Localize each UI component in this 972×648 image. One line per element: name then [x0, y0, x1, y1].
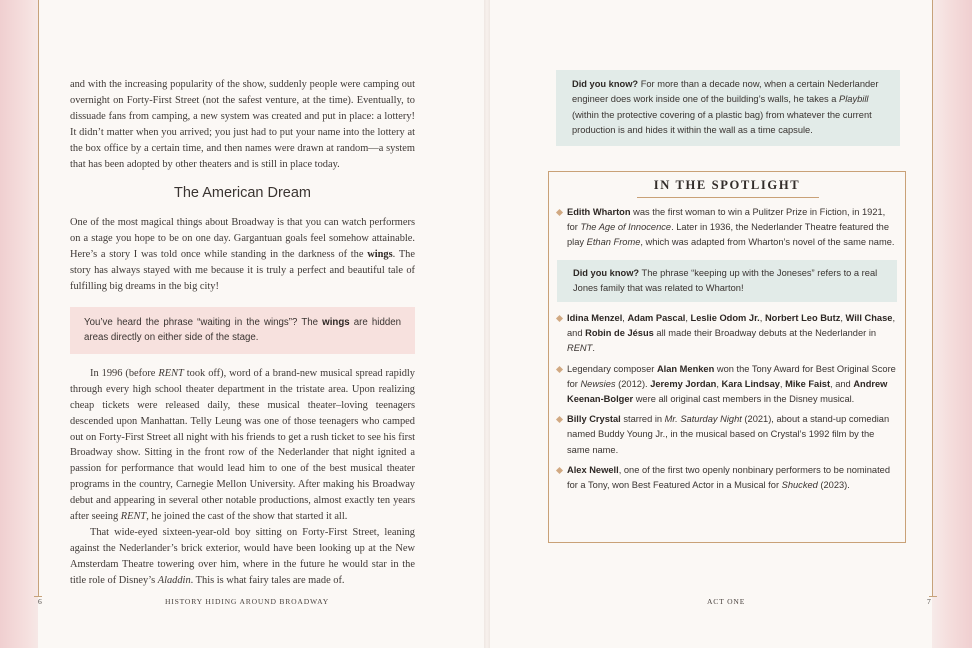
right-margin-rule: [932, 0, 933, 596]
did-you-know-box: Did you know? For more than a decade now, when a certain Nederlander engineer does work inside one of the building’s walls, he takes a Playbill (within the protective covering of a plastic bag) from whatever the current production is and hides it within the wall as a time capsule.: [556, 70, 900, 146]
section-heading: The American Dream: [174, 185, 311, 202]
diamond-bullet-icon: [556, 209, 563, 216]
right-top-column: [556, 70, 900, 146]
page-number-left: 6: [38, 597, 43, 606]
wings-callout: You’ve heard the phrase “waiting in the wings”? The wings are hidden areas directly on either side of the stage.: [70, 307, 415, 354]
paragraph: One of the most magical things about Broadway is that you can watch performers on a stage you hope to be on one day. Gargantuan goals feel somehow attainable. Here’s a story I was told once while standing in the darkness of the wings. The story has always stayed with me because it is truly a perfect and beautiful tale of fulfilling big dreams in the big city!: [70, 217, 415, 292]
paragraph: and with the increasing popularity of the show, suddenly people were camping out overnight on Forty-First Street (not the safest venture, at the time). Eventually, to dissuade fans from camping, a new system was created and put in place: a lottery! It didn’t matter when you arrived; you just had to put your name into the lottery at the box office by a certain time, and then names were drawn at random—a system that has been adopted by other theaters and is still in place today.: [70, 79, 415, 170]
diamond-bullet-icon: [556, 315, 563, 322]
list-item: Edith Wharton was the first woman to win a Pulitzer Prize in Fiction, in 1921, for The Age of Innocence. Later in 1936, the Nederlander Theatre featured the play Ethan Frome, which was adapted from Wharton’s novel of the same name.: [557, 205, 897, 251]
paragraph: That wide-eyed sixteen-year-old boy sitting on Forty-First Street, leaning against the Nederlander’s brick exterior, would have been looking up at the New Amsterdam Theatre towering over him, where in the future he would star in the title role of Disney’s Aladdin. This is what fairy tales are made of.: [70, 526, 415, 586]
diamond-bullet-icon: [556, 416, 563, 423]
list-item: Legendary composer Alan Menken won the Tony Award for Best Original Score for Newsies (2012). Jeremy Jordan, Kara Lindsay, Mike Faist, and Andrew Keenan-Bolger were all original cast members in the Disney musical.: [557, 362, 897, 408]
page-number-right: 7: [927, 597, 932, 606]
in-the-spotlight-box: [548, 171, 906, 543]
left-text-column: [70, 77, 415, 589]
spotlight-list: [557, 205, 897, 498]
diamond-bullet-icon: [556, 467, 563, 474]
paragraph: In 1996 (before RENT took off), word of a brand-new musical spread rapidly through every high school theater department in the tristate area. Upon realizing cheap tickets were released daily, these musical theater–loving teenagers descended upon Manhattan. Telly Leung was one of those teenagers who camped out on Forty-First Street all night with his friends to get a rush ticket to see his first Broadway show. Sitting in the front row of the Nederlander that night ignited a passion for performance that would lead him to one of the best musical theater programs in the country, Carnegie Mellon University. After making his Broadway debut and appearing in several other notable productions, almost exactly ten years after seeing RENT, he joined the cast of the show that started it all.: [70, 367, 415, 523]
page-edge-right: [930, 0, 972, 648]
spotlight-title-rule: [637, 197, 819, 198]
left-margin-rule: [38, 0, 39, 596]
list-item: Idina Menzel, Adam Pascal, Leslie Odom Jr., Norbert Leo Butz, Will Chase, and Robin de Jésus all made their Broadway debuts at the Nederlander in RENT.: [557, 311, 897, 357]
running-head-right: ACT ONE: [707, 597, 746, 606]
running-head-left: HISTORY HIDING AROUND BROADWAY: [165, 597, 329, 606]
diamond-bullet-icon: [556, 366, 563, 373]
did-you-know-box: Did you know? The phrase “keeping up with the Joneses” refers to a real Jones family that was related to Wharton!: [557, 260, 897, 302]
list-item: Alex Newell, one of the first two openly nonbinary performers to be nominated for a Tony, won Best Featured Actor in a Musical for Shucked (2023).: [557, 463, 897, 493]
list-item: Billy Crystal starred in Mr. Saturday Night (2021), about a stand-up comedian named Buddy Young Jr., in the musical based on Crystal’s 1992 film by the same name.: [557, 412, 897, 458]
spotlight-title: IN THE SPOTLIGHT: [653, 178, 801, 192]
book-gutter: [484, 0, 490, 648]
